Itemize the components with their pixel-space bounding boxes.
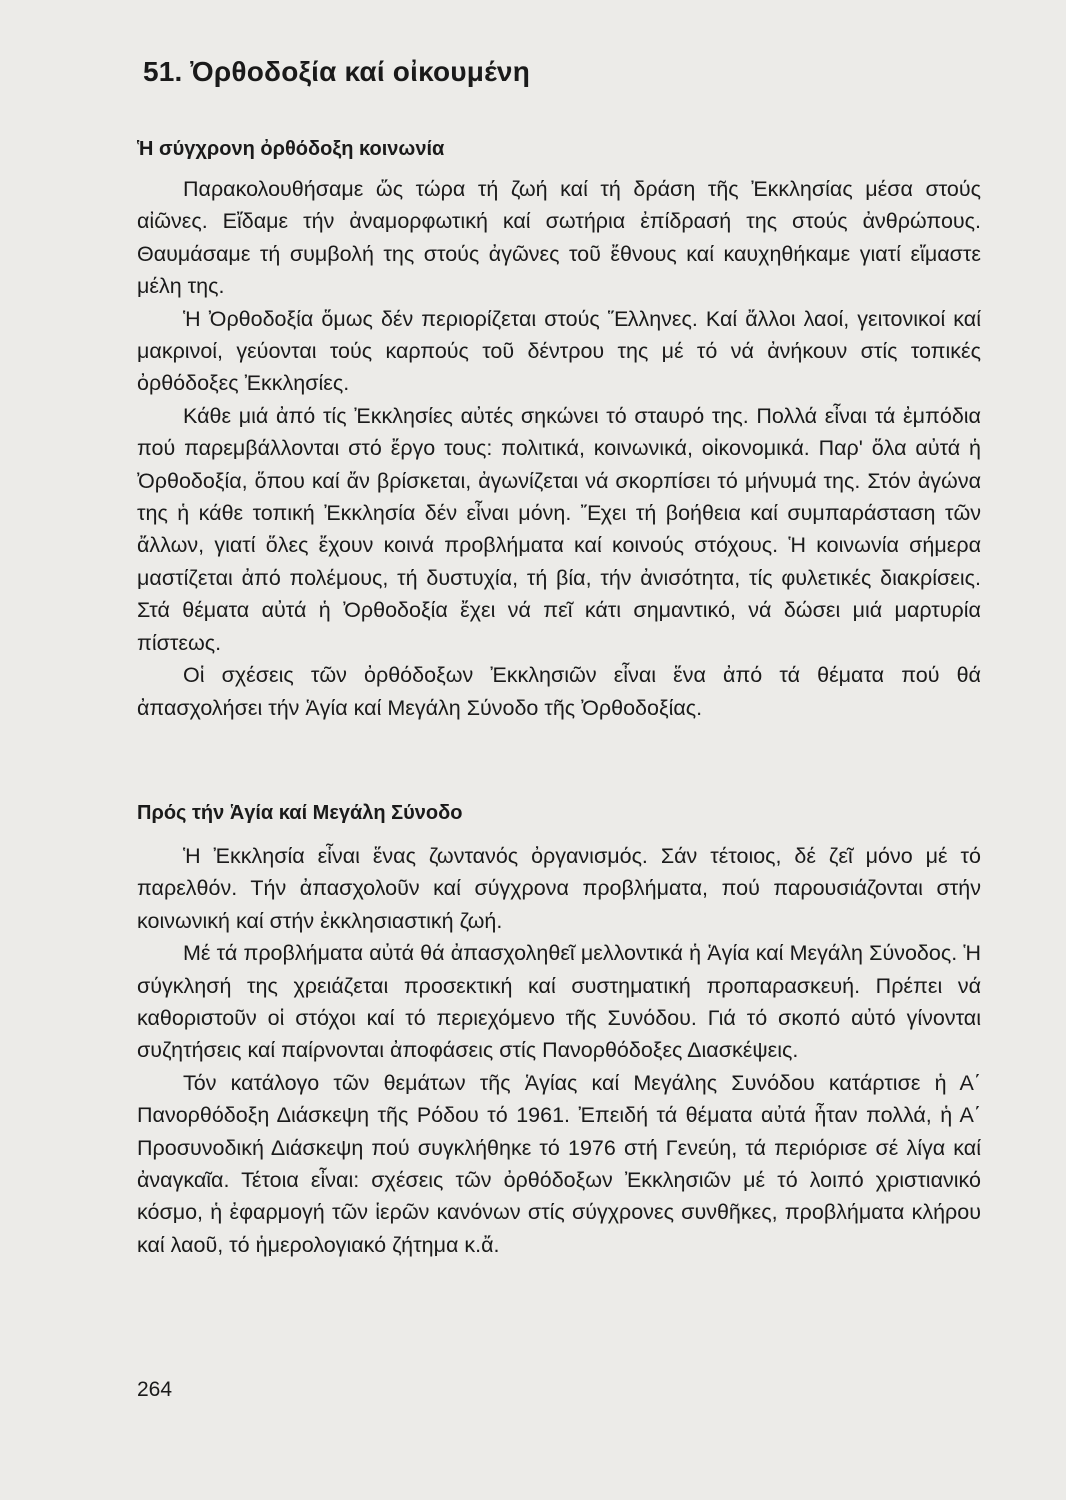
page-number: 264: [137, 1378, 173, 1401]
paragraph: Κάθε μιά ἀπό τίς Ἐκκλησίες αὐτές σηκώνει τό σταυρό της. Πολλά εἶναι τά ἐμπόδια πού παρεμβάλλονται στό ἔργο τους: πολιτικά, κοινωνικά, οἰκονομικά. Παρ' ὅλα αὐτά ἡ Ὀρθοδοξία, ὅπου καί ἄν βρίσκεται, ἀγωνίζεται νά σκορπίσει τό μήνυμά της. Στόν ἀγώνα της ἡ κάθε τοπική Ἐκκλησία δέν εἶναι μόνη. Ἔχει τή βοήθεια καί συμπαράσταση τῶν ἄλλων, γιατί ὅλες ἔχουν κοινά προβλήματα καί κοινούς στόχους. Ἡ κοινωνία σήμερα μαστίζεται ἀπό πολέμους, τή δυστυχία, τή βία, τήν ἀνισότητα, τίς φυλετικές διακρίσεις. Στά θέματα αὐτά ἡ Ὀρθοδοξία ἔχει νά πεῖ κάτι σημαντικό, νά δώσει μιά μαρτυρία πίστεως.: [137, 403, 981, 655]
section-title-holy-synod: Πρός τήν Ἁγία καί Μεγάλη Σύνοδο: [137, 802, 463, 824]
paragraph: Μέ τά προβλήματα αὐτά θά ἀπασχοληθεῖ μελλοντικά ἡ Ἁγία καί Μεγάλη Σύνοδος. Ἡ σύγκλησή της χρειάζεται προσεκτική καί συστηματική προπαρασκευή. Πρέπει νά καθοριστοῦν οἱ στόχοι καί τό περιεχόμενο τῆς Συνόδου. Γιά τό σκοπό αὐτό γίνονται συζητήσεις καί παίρνονται ἀποφάσεις στίς Πανορθόδοξες Διασκέψεις.: [137, 941, 981, 1063]
section-body-holy-synod: [137, 840, 981, 1261]
section-title-modern-society: Ἡ σύγχρονη ὀρθόδοξη κοινωνία: [137, 138, 445, 160]
paragraph: Ἡ Ἐκκλησία εἶναι ἕνας ζωντανός ὀργανισμός. Σάν τέτοιος, δέ ζεῖ μόνο μέ τό παρελθόν. Τήν ἀπασχολοῦν καί σύγχρονα προβλήματα, πού παρουσιάζονται στήν κοινωνική καί στήν ἐκκλησιαστική ζωή.: [137, 844, 981, 933]
paragraph: Παρακολουθήσαμε ὥς τώρα τή ζωή καί τή δράση τῆς Ἐκκλησίας μέσα στούς αἰῶνες. Εἴδαμε τήν ἀναμορφωτική καί σωτήρια ἐπίδρασή της στούς ἀνθρώπους. Θαυμάσαμε τή συμβολή της στούς ἀγῶνες τοῦ ἔθνους καί καυχηθήκαμε γιατί εἴμαστε μέλη της.: [137, 177, 981, 299]
section-body-modern-society: [137, 173, 981, 724]
chapter-title: 51. Ὀρθοδοξία καί οἰκουμένη: [143, 56, 530, 87]
paragraph: Ἡ Ὀρθοδοξία ὅμως δέν περιορίζεται στούς Ἕλληνες. Καί ἄλλοι λαοί, γειτονικοί καί μακρινοί, γεύονται τούς καρπούς τοῦ δέντρου της μέ τό νά ἀνήκουν στίς τοπικές ὀρθόδοξες Ἐκκλησίες.: [137, 306, 981, 396]
paragraph: Οἱ σχέσεις τῶν ὀρθόδοξων Ἐκκλησιῶν εἶναι ἕνα ἀπό τά θέματα πού θά ἀπασχολήσει τήν Ἁγία καί Μεγάλη Σύνοδο τῆς Ὀρθοδοξίας.: [137, 663, 981, 720]
paragraph: Τόν κατάλογο τῶν θεμάτων τῆς Ἁγίας καί Μεγάλης Συνόδου κατάρτισε ἡ Α΄ Πανορθόδοξη Διάσκεψη τῆς Ρόδου τό 1961. Ἐπειδή τά θέματα αὐτά ἦταν πολλά, ἡ Α΄ Προσυνοδική Διάσκεψη πού συγκλήθηκε τό 1976 στή Γενεύη, τά περιόρισε σέ λίγα καί ἀναγκαῖα. Τέτοια εἶναι: σχέσεις τῶν ὀρθόδοξων Ἐκκλησιῶν μέ τό λοιπό χριστιανικό κόσμο, ἡ ἐφαρμογή τῶν ἱερῶν κανόνων στίς σύγχρονες συνθῆκες, προβλήματα κλήρου καί λαοῦ, τό ἡμερολογιακό ζήτημα κ.ἄ.: [137, 1070, 981, 1257]
